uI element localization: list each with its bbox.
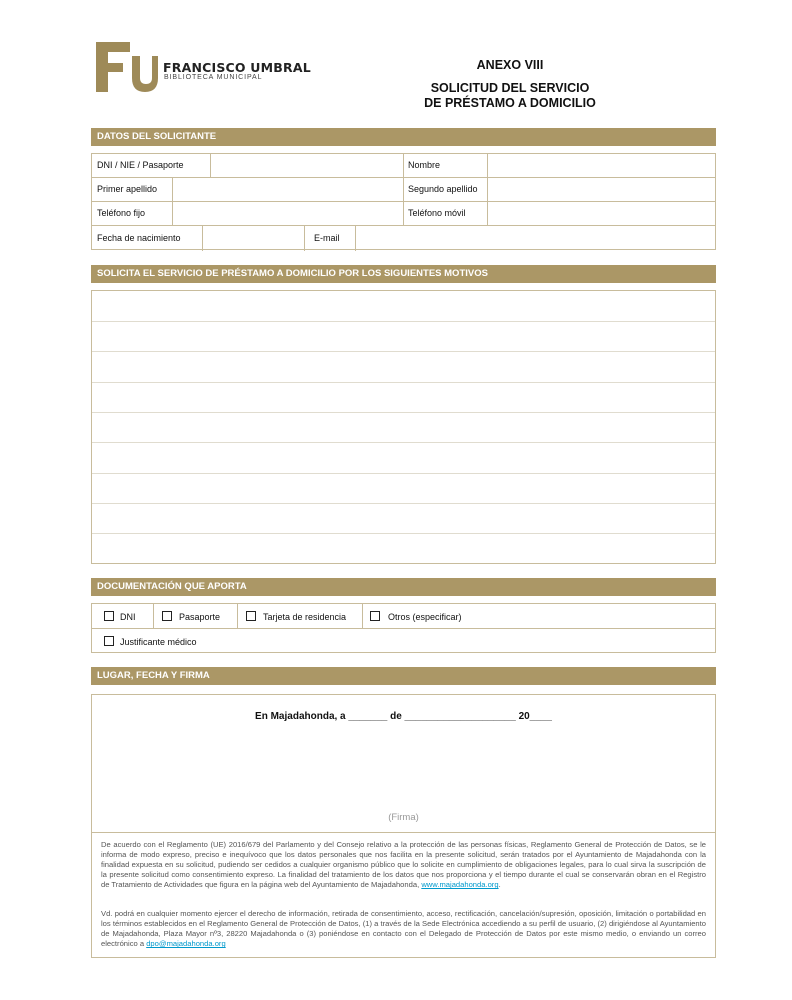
label-email: E-mail [314,233,340,243]
label-dni-option: DNI [120,612,136,622]
dni-input[interactable] [211,154,403,177]
checkbox-tarjeta-residencia[interactable] [246,611,256,621]
website-link[interactable]: www.majadahonda.org [421,880,499,890]
label-dni: DNI / NIE / Pasaporte [97,160,184,170]
privacy-paragraph-2 [101,909,706,949]
checkbox-dni[interactable] [104,611,114,621]
label-fecha-nacimiento: Fecha de nacimiento [97,233,181,243]
motives-textarea[interactable] [91,290,716,564]
section-signature-title: LUGAR, FECHA Y FIRMA [91,667,716,685]
label-nombre: Nombre [408,160,441,170]
telefono-movil-input[interactable] [488,202,716,225]
checkbox-otros[interactable] [370,611,380,621]
label-pasaporte-option: Pasaporte [179,612,221,622]
fecha-nacimiento-input[interactable] [203,226,304,250]
label-primer-apellido: Primer apellido [97,184,158,194]
form-title-line2: DE PRÉSTAMO A DOMICILIO [424,96,596,110]
section-motives-title: SOLICITA EL SERVICIO DE PRÉSTAMO A DOMICILIO POR LOS SIGUIENTES MOTIVOS [91,265,716,283]
label-otros-option: Otros (especificar) [388,612,462,622]
primer-apellido-input[interactable] [173,178,403,201]
label-tarjeta-option: Tarjeta de residencia [263,612,347,622]
label-telefono-movil: Teléfono móvil [408,208,466,218]
privacy-paragraph-1 [101,840,706,890]
section-documents-title: DOCUMENTACIÓN QUE APORTA [91,578,716,596]
form-title-line1: SOLICITUD DEL SERVICIO [430,81,590,95]
nombre-input[interactable] [488,154,716,177]
email-input[interactable] [356,226,716,250]
label-segundo-apellido: Segundo apellido [408,184,478,194]
privacy-text-1-end: . [498,880,501,890]
dpo-email-link[interactable]: dpo@majadahonda.org [146,939,226,949]
applicant-table [91,153,716,250]
annex-number: ANEXO VIII [476,58,544,72]
signature-box [91,694,716,958]
logo-name: FRANCISCO UMBRAL [163,60,311,75]
label-telefono-fijo: Teléfono fijo [97,208,146,218]
checkbox-pasaporte[interactable] [162,611,172,621]
firma-label: (Firma) [388,812,419,823]
label-justificante-option: Justificante médico [120,637,197,647]
privacy-text-2: Vd. podrá en cualquier momento ejercer el derecho de información, retirada de consentimiento, acceso, rectificación, cancelación/supresión, oposición, limitación o portabilidad en los términos establecidos en el Reglamento General de Protección de Datos, (1) a través de la Sede Electrónica accediendo a su perfil de usuario, (2) dirigiéndose al Ayuntamiento de Majadahonda, Plaza Mayor nº3, 28220 Majadahonda o (3) poniéndose en contacto con el Delegado de Protección de Datos por este mismo medio, o enviando un correo electrónico a [101,909,706,949]
telefono-fijo-input[interactable] [173,202,403,225]
logo-subtitle: BIBLIOTECA MUNICIPAL [164,74,263,81]
library-logo-icon [96,42,158,92]
documents-table [91,603,716,653]
place-date-line: En Majadahonda, a _______ de ____________________ 20____ [255,711,552,722]
segundo-apellido-input[interactable] [488,178,716,201]
privacy-text-1: De acuerdo con el Reglamento (UE) 2016/679 del Parlamento y del Consejo relativo a la protección de las personas físicas, Reglamento General de Protección de Datos, se le informa de modo expreso, preciso e inequívoco que los datos personales que nos facilita en la presente solicitud, serán tratados por el Ayuntamiento de Majadahonda con la finalidad expuesta en su solicitud, pudiendo ser cedidos a cualquier organismo público que lo solicite en cumplimiento de obligaciones legales, para lo cual sirva la suscripción de la presente solicitud como consentimiento expreso. La finalidad del tratamiento de los datos que nos proporciona y el tiempo durante el cual se conservarán obran en el Registro de Tratamiento de Actividades que figura en la página web del Ayuntamiento de Majadahonda, [101,840,706,890]
signature-area[interactable] [112,733,695,813]
section-applicant-title: DATOS DEL SOLICITANTE [91,128,716,146]
checkbox-justificante[interactable] [104,636,114,646]
